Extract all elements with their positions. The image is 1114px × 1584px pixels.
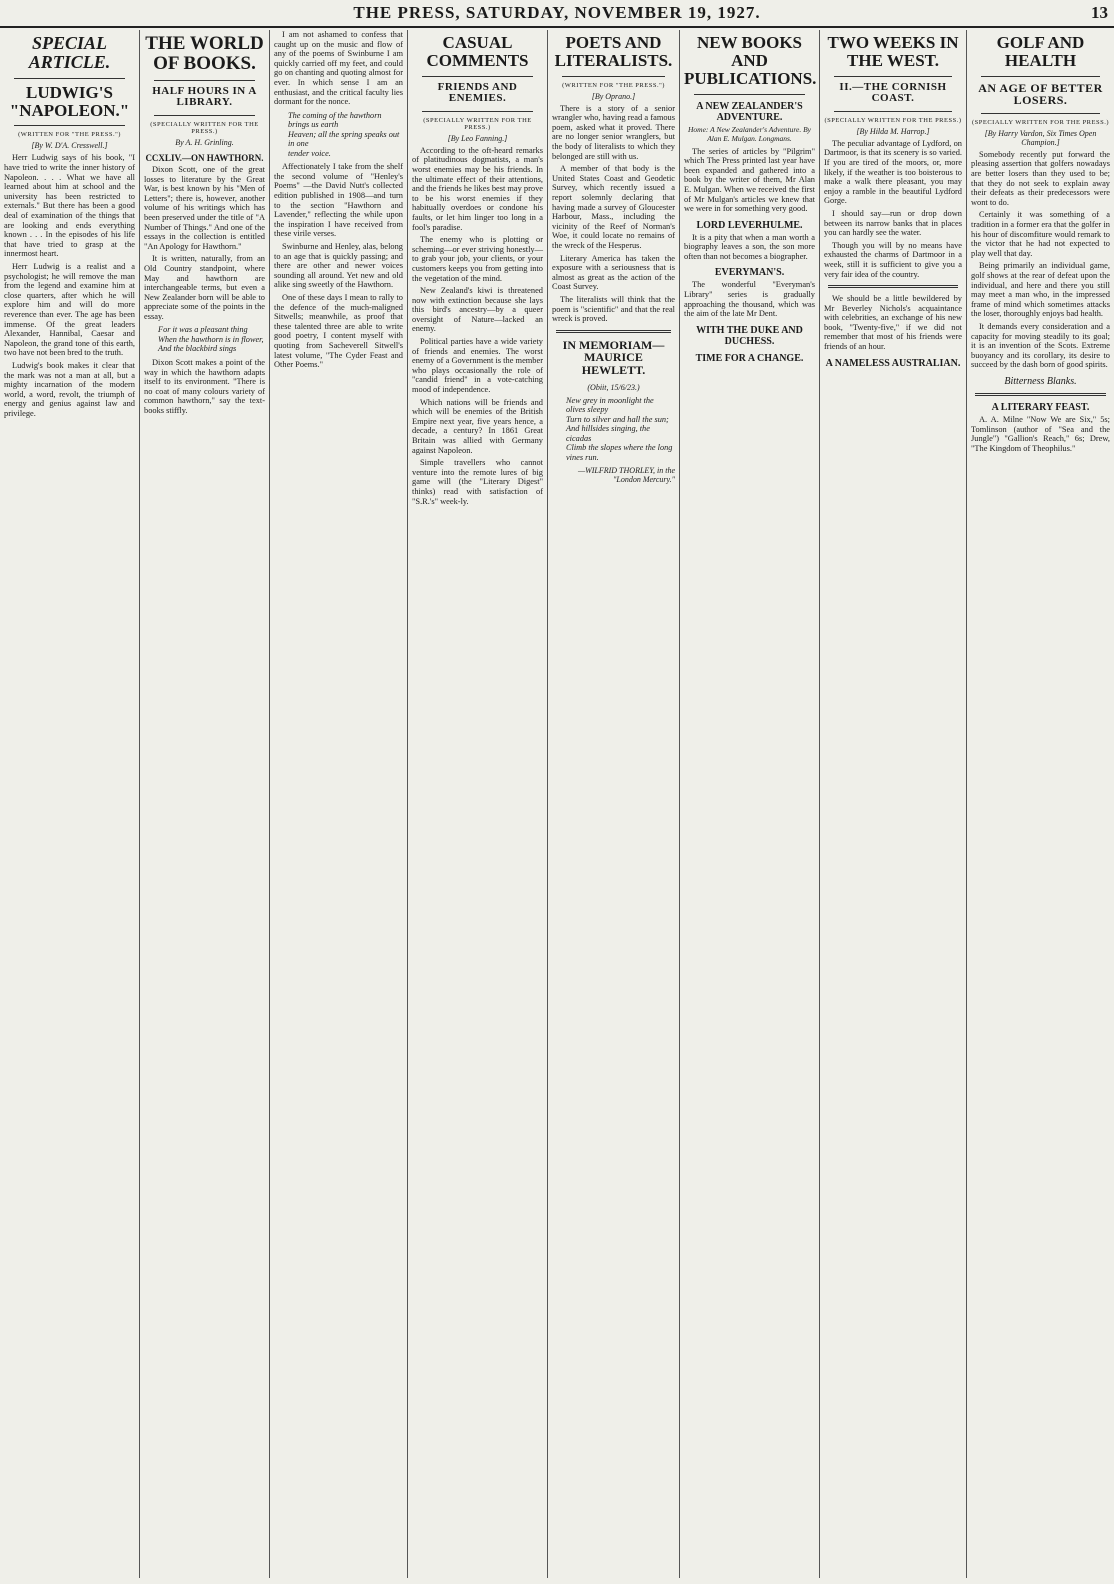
article-headline: TWO WEEKS IN THE WEST. — [827, 33, 959, 70]
article-paragraph: According to the oft-heard remarks of platitudinous dogmatists, a man's worst enemies may be his friends. In the ultimate effect of their attentions, and the friends he likes best may prove to be his worst enemies if they habitually overdoes or condone his faults, or let him linger too long in a fool's paradise. — [412, 145, 543, 232]
article-paragraph: I should say—run or drop down between its narrow banks that in places you can hardly see the water. — [824, 208, 962, 238]
article-headline: CASUAL COMMENTS — [426, 33, 529, 70]
review-book-tag: Home: A New Zealander's Adventure. By Alan E. Mulgan. Longmans. — [688, 124, 811, 143]
section-heading: SPECIAL ARTICLE. — [28, 33, 111, 72]
article-paragraph: Swinburne and Henley, alas, belong to an age that is quickly passing; and there are other and newer voices sounding all around. Yet new and old alike sing sweetly of the Hawthorn. — [274, 242, 403, 290]
poem-line: The coming of the hawthorn brings us earth — [288, 110, 382, 130]
article-paragraph: It is written, naturally, from an Old Country standpoint, where May and hawthorn are interchangeable terms, but even a New Zealander born will be able to appreciate some of the points in the essay. — [144, 254, 265, 321]
article-byline: [By Hilda M. Harrop.] — [856, 126, 930, 136]
article-headline: LUDWIG'S "NAPOLEON." — [9, 82, 130, 120]
article-paragraph: Which nations will be friends and which will be enemies of the British Empire next year, five years hence, a decade, a century? In 1861 Great Britain was allied with Germany against Napoleon. — [412, 397, 543, 455]
article-subhead: HALF HOURS IN A LIBRARY. — [152, 84, 257, 109]
article-subhead: AN AGE OF BETTER LOSERS. — [978, 80, 1103, 108]
article-paragraph: New Zealand's kiwi is threatened now with extinction because she lays this bird's ancestry—by a queer oversight of Nature—lacked an enemy. — [412, 286, 543, 334]
article-paragraph: Affectionately I take from the shelf the second volume of "Henley's Poems" —the David Nutt's collected edition published in 1908—and turn to the section "Hawthorn and Lavender," reflecting the while upon the inspiration I have received from these virile verses. — [274, 162, 403, 239]
poem-line: Heaven; all the spring speaks out in one — [288, 129, 400, 149]
poem-line: New grey in moonlight the olives sleepy — [566, 395, 654, 415]
newspaper-title: THE PRESS, SATURDAY, NOVEMBER 19, 1927. — [353, 3, 761, 22]
masthead — [0, 0, 1114, 28]
article-paragraph: The enemy who is plotting or scheming—or ever striving honestly—to grab your job, your clients, or your customers keeps you from getting into the vegetation of the mind. — [412, 235, 543, 283]
poem-line: tender voice. — [288, 148, 331, 158]
article-paragraph: Somebody recently put forward the pleasing assertion that golfers nowadays are better losers than they used to be; that they do not seek to explain away their defeats as their predecessors were wont to do. — [971, 149, 1110, 207]
memoriam-date: (Obiit, 15/6/23.) — [587, 382, 640, 392]
article-paragraph: The series of articles by "Pilgrim" which The Press printed last year have been expanded and gathered into a book by the writer of them, Mr Alan E. Mulgan. When we received the first of Mr Mulgan's articles we knew that we were in for something very good. — [684, 146, 815, 214]
section-subheading: Bitterness Blanks. — [1004, 375, 1077, 387]
review-heading: A LITERARY FEAST. — [991, 401, 1090, 413]
article-paragraph: A member of that body is the United States Coast and Geodetic Survey, which recently issued a report solemnly declaring that having made a survey of Gloucester Harbour, Mass., including the vicinity of the Reef of Norman's Woe, it could locate no remains of the wreck of the Hesperus. — [552, 164, 675, 250]
article-note: (SPECIALLY WRITTEN FOR THE PRESS.) — [423, 116, 532, 131]
poem-line: For it was a pleasant thing — [158, 325, 248, 335]
review-heading: LORD LEVERHULME. — [696, 219, 803, 231]
poem — [274, 111, 403, 159]
article-subhead: FRIENDS AND ENEMIES. — [437, 80, 518, 105]
poem — [552, 396, 675, 463]
article-paragraph: One of these days I mean to rally to the defence of the much-maligned Sitwells; meanwhile, as proof that these talented three are able to write good poetry, I content myself with quoting from Sacheverell Sitwell's latest volume, "The Cyder Feast and Other Poems." — [274, 292, 403, 370]
article-byline: [By W. D'A. Cresswell.] — [31, 141, 108, 151]
article-headline: GOLF AND HEALTH — [996, 33, 1085, 70]
article-headline: NEW BOOKS AND PUBLICATIONS. — [684, 33, 817, 88]
poem-line: And hillsides singing, the cicadas — [566, 424, 650, 443]
section-title: CCXLIV.—ON HAWTHORN. — [145, 152, 264, 163]
article-paragraph: Herr Ludwig is a realist and a psychologist; he will remove the man from the legend and examine him at close quarters, after which he will explore him and will do more reverence than ever. The age has been immense. Of the great leaders Alexander, Hannibal, Caesar and Napoleon, the grand tone of this earth, two have not been bred to the truth. — [4, 262, 135, 358]
review-heading: A NAMELESS AUSTRALIAN. — [825, 357, 961, 369]
article-paragraph: Herr Ludwig says of his book, "I have tried to write the inner history of Napoleon. . . . What we have all learned about him at school and the university has been restricted to externals." But there has been a good deal of examination of the things that are looking and ends everything known . . . In the episodes of his life that have tried to grasp at the innermost heart. — [4, 153, 135, 259]
column-special-article — [0, 30, 140, 1578]
article-paragraph: The wonderful "Everyman's Library" series is gradually approaching the thousand, which was the aim of the late Mr Dent. — [684, 280, 815, 319]
review-heading: TIME FOR A CHANGE. — [695, 352, 804, 364]
poem-line: Climb the slopes where the long — [566, 443, 673, 453]
column-two-weeks-west — [820, 30, 967, 1578]
article-headline: POETS AND LITERALISTS. — [554, 33, 673, 70]
article-headline: THE WORLD OF BOOKS. — [145, 33, 264, 74]
column-poets-literalists — [548, 30, 680, 1578]
article-note: (WRITTEN FOR "THE PRESS.") — [562, 81, 665, 89]
article-paragraph: We should be a little bewildered by Mr Beverley Nichols's acquaintance with celebrities, an exchange of his new book, "Twenty-five," if we did not remember that most of his friends were friends of an hour. — [824, 294, 962, 352]
article-note: (SPECIALLY WRITTEN FOR THE PRESS.) — [824, 116, 962, 124]
page-number: 13 — [1091, 3, 1108, 22]
article-paragraph: It is a pity that when a man worth a biography leaves a son, the son more often than not becomes a biographer. — [684, 232, 815, 261]
article-byline: [By Oprano.] — [591, 91, 636, 101]
column-world-of-books-cont — [270, 30, 408, 1578]
review-heading: A NEW ZEALANDER'S ADVENTURE. — [696, 100, 803, 123]
column-world-of-books — [140, 30, 270, 1578]
article-paragraph: A. A. Milne "Now We are Six," 5s; Tomlinson (author of "Sea and the Jungle") "Gallion's Reach," 6s; Drew, "The Kingdom of Theophilus." — [971, 414, 1110, 453]
article-paragraph: The literalists will think that the poem is "scientific" and that the real wreck is proved. — [552, 294, 675, 324]
article-paragraph: The peculiar advantage of Lydford, on Dartmoor, is that its scenery is so varied. If you are tired of the moors, or, more likely, if the weather is too boisterous to make a walk there pleasant, you may enjoy a ramble in the beautiful Lydford Gorge. — [824, 138, 962, 206]
article-paragraph: Dixon Scott makes a point of the way in which the hawthorn adapts itself to its environment. "There is no coat of many colours variety of common hawthorn," say the text-books stiffly. — [144, 357, 265, 415]
poem-line: vines run. — [566, 452, 599, 462]
article-paragraph: Dixon Scott, one of the great losses to literature by the Great War, is best known by his "Men of Letters"; there is, however, another volume of his writings which has been preserved under the title of "A Number of Things." And one of the essays in the collection is entitled "An Apology for Hawthorn." — [144, 164, 265, 251]
article-note: (SPECIALLY WRITTEN FOR THE PRESS.) — [971, 118, 1110, 126]
article-paragraph: Literary America has taken the exposure with a seriousness that is almost as great as the action of the Coast Survey. — [552, 253, 675, 292]
poem-signature: —WILFRID THORLEY, in the "London Mercury." — [577, 466, 675, 485]
column-new-books — [680, 30, 820, 1578]
review-heading: EVERYMAN'S. — [714, 267, 785, 279]
article-paragraph: Simple travellers who cannot venture into the remote lures of big game will (the "Literary Digest" thinks) read with satisfaction of "S.R.'s" week-ly. — [412, 458, 543, 506]
article-paragraph: Ludwig's book makes it clear that the mark was not a man at all, but a mighty incarnation of the modern world, a word, revolt, the triumph of energy and genius against law and privilege. — [4, 360, 135, 418]
article-note: (WRITTEN FOR "THE PRESS.") — [18, 131, 121, 139]
article-byline: [By Leo Fanning.] — [447, 133, 508, 143]
article-paragraph: Though you will by no means have exhausted the charms of Dartmoor in a week, still it is sufficient to give you a very fair idea of the country. — [824, 240, 962, 279]
poem-line: Turn to silver and hall the sun; — [566, 414, 669, 424]
article-subhead: II.—THE CORNISH COAST. — [839, 80, 947, 105]
article-paragraph: Political parties have a wide variety of friends and enemies. The worst enemy of a Government is the member who plays occasionally the role of "candid friend" in a vote-catching mood of independence. — [412, 337, 543, 395]
columns — [0, 30, 1114, 1580]
article-paragraph: There is a story of a senior wrangler who, having read a famous poem, asked what it proved. There are no longer senior wranglers, but the body of literalists to which they belonged are still with us. — [552, 103, 675, 161]
article-byline: [By Harry Vardon, Six Times Open Champion.] — [984, 128, 1097, 147]
review-heading: WITH THE DUKE AND DUCHESS. — [696, 324, 803, 347]
article-byline: By A. H. Grinling. — [175, 137, 234, 147]
poem-line: And the blackbird sings — [158, 344, 237, 354]
article-paragraph: Certainly it was something of a tradition in a former era that the golfer in his hour of discomfiture would remark to the victor that he had not expected to play well that day. — [971, 210, 1110, 258]
poem-line: When the hawthorn is in flower, — [158, 334, 264, 344]
article-paragraph: It demands every consideration and a capacity for moving steadily to its goal; it is an invention of the Scots. Extreme buoyancy and its corollary, its desire to succeed by the dash born of good spirits. — [971, 321, 1110, 370]
article-paragraph: Being primarily an individual game, golf shows at the rear of defeat upon the individual, and here and there you still may meet a man who, in the impressed frame of mind which sometimes attacks the loser, thoroughly enjoys bad health. — [971, 261, 1110, 319]
column-golf-health — [967, 30, 1114, 1578]
memoriam-headline: IN MEMORIAM—MAURICE HEWLETT. — [562, 337, 665, 377]
article-note: (SPECIALLY WRITTEN FOR THE PRESS.) — [150, 120, 259, 135]
article-paragraph: I am not ashamed to confess that caught up on the music and flow of any of the poems of Swinburne I am quickly carried off my feet, and could go on chanting and quoting almost for ever. In which sense I am an enthusiast, and the critical faculty lies dormant for the nonce. — [274, 30, 403, 107]
poem — [144, 325, 265, 354]
column-casual-comments — [408, 30, 548, 1578]
